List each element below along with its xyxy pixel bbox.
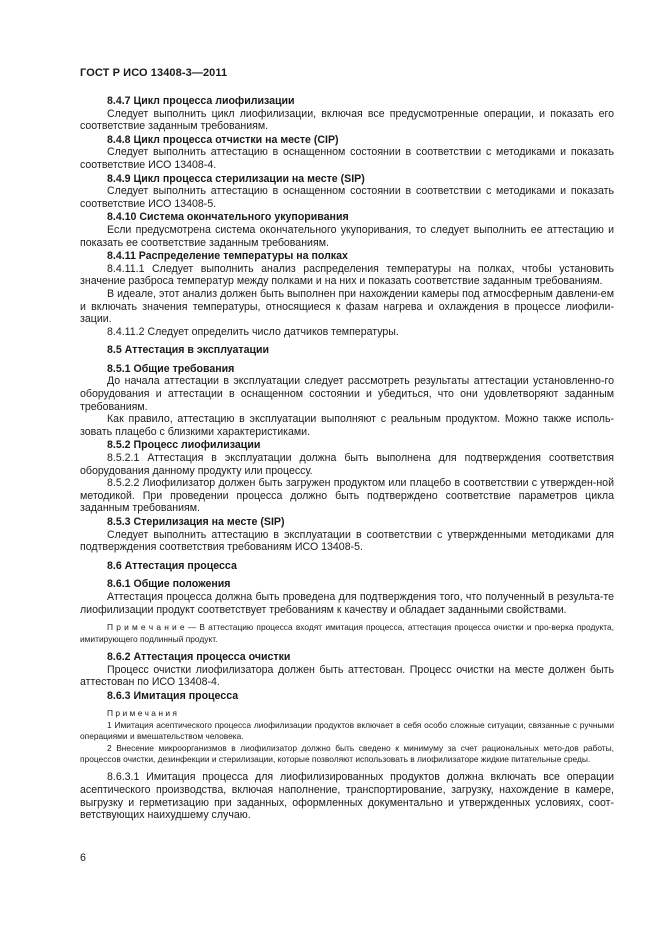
section-heading: 8.4.10 Система окончательного укупоривания — [107, 211, 349, 224]
paragraph: Следует выполнить цикл лиофилизации, включая все предусмотренные операции, и показать его соответствие заданным требованиям. — [80, 107, 614, 133]
document-header: ГОСТ Р ИСО 13408-3—2011 — [80, 67, 228, 79]
section-heading: 8.6.3 Имитация процесса — [107, 689, 239, 702]
document-body — [80, 94, 614, 822]
note-item: 2 Внесение микроорганизмов в лиофилизатор должно быть сведено к минимуму за счет рациональных мето-дов работы, процессов очистки, дезинфекции и стерилизации, которые позволяют использовать в лиофилизаторе жидкие питательные среды. — [80, 742, 614, 764]
paragraph: Аттестация процесса должна быть проведена для подтверждения того, что полученный в результа-те лиофилизации продукт соответствует требованиям к качеству и обладает заданными свойствами. — [80, 590, 614, 616]
note-item: 1 Имитация асептического процесса лиофилизации продуктов включает в себя особо сложные ситуации, связанные с ручными операциями и вмешательством человека. — [80, 719, 614, 742]
section-heading: 8.5.2 Процесс лиофилизации — [107, 439, 261, 452]
paragraph: 8.5.2.1 Аттестация в эксплуатации должна быть выполнена для подтверждения соответствия оборудования данному продукту или процессу. — [80, 452, 614, 477]
paragraph: 8.6.3.1 Имитация процесса для лиофилизированных продуктов должна включать все операции асептического производства, включая наполнение, транспортирование, загрузку, нахождение в камере, выгрузку и герметизацию при заданных, оформленных документально и утвержденных условиях, соот-ветствующих наихудшему случаю. — [80, 771, 614, 822]
paragraph: 8.4.11.1 Следует выполнить анализ распределения температуры на полках, чтобы установить значение разброса температур между полками и на них и показать соответствие заданным требованиям. — [80, 262, 614, 288]
section-heading: 8.4.8 Цикл процесса отчистки на месте (CIP) — [107, 133, 339, 146]
paragraph: Следует выполнить аттестацию в оснащенном состоянии в соответствии с методиками и показать соответствие ИСО 13408-5. — [80, 185, 614, 210]
section-heading: 8.6.2 Аттестация процесса очистки — [107, 650, 291, 663]
section-heading: 8.5 Аттестация в эксплуатации — [107, 344, 270, 357]
paragraph: Следует выполнить аттестацию в эксплуатации в соответствии с утвержденными методиками для подтверждения соответствия требованиям ИСО 13408-5. — [80, 528, 614, 554]
section-heading: 8.4.7 Цикл процесса лиофилизации — [107, 95, 295, 107]
section-heading: 8.6 Аттестация процесса — [107, 559, 237, 572]
paragraph: Процесс очистки лиофилизатора должен быть аттестован. Процесс очистки на месте должен быть аттестован по ИСО 13408-4. — [80, 663, 614, 689]
note: П р и м е ч а н и е — В аттестацию процесса входят имитация процесса, аттестация процесса очистки и про-верка продукта, имитирующего подлинный продукт. — [80, 622, 614, 644]
paragraph: Как правило, аттестацию в эксплуатации выполняют с реальным продуктом. Можно также исполь-зовать плацебо с близкими характеристиками. — [80, 413, 614, 438]
note-title: Примечания — [107, 708, 180, 719]
paragraph: Если предусмотрена система окончательного укупоривания, то следует выполнить ее аттестацию и показать ее соответствие заданным требованиям. — [80, 223, 614, 249]
page-number: 6 — [80, 852, 86, 864]
paragraph: В идеале, этот анализ должен быть выполнен при нахождении камеры под атмосферным давлени-ем и включать значения температуры, относящиеся к фазам нагрева и охлаждения в процессе лиофили-зации. — [80, 287, 614, 326]
section-heading: 8.5.3 Стерилизация на месте (SIP) — [107, 516, 285, 528]
section-heading: 8.5.1 Общие требования — [107, 362, 235, 375]
section-heading: 8.4.11 Распределение температуры на полках — [107, 250, 348, 263]
paragraph: Следует выполнить аттестацию в оснащенном состоянии в соответствии с методиками и показать соответствие ИСО 13408-4. — [80, 146, 614, 171]
section-heading: 8.6.1 Общие положения — [107, 578, 231, 591]
paragraph: До начала аттестации в эксплуатации следует рассмотреть результаты аттестации установленно-го оборудования и аттестации в оснащенном состоянии и убедиться, что они удовлетворяют заданным требованиям. — [80, 375, 614, 413]
paragraph: 8.4.11.2 Следует определить число датчиков температуры. — [107, 325, 399, 338]
paragraph: 8.5.2.2 Лиофилизатор должен быть загружен продуктом или плацебо в соответствии с утвержден-ной методикой. При проведении процесса должно быть подтверждено соответствие параметров цикла заданным требованиям. — [80, 477, 614, 515]
section-heading: 8.4.9 Цикл процесса стерилизации на месте (SIP) — [107, 172, 365, 185]
